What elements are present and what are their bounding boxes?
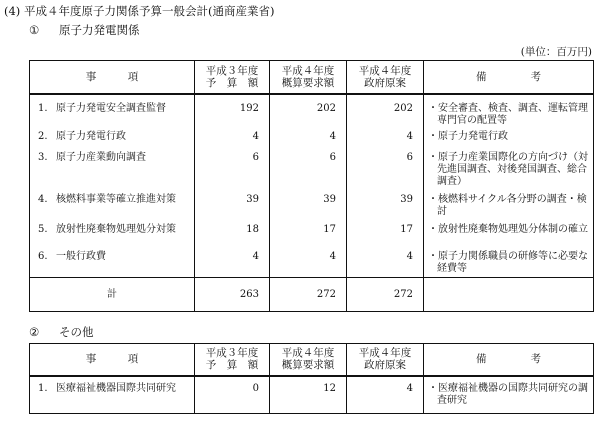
header-fy4-request: 平成４年度 概算要求額 <box>270 61 347 95</box>
fy4-request-value: 4 <box>270 129 347 149</box>
note-text: ・医療福祉機器の国際共同研究の調査研究 <box>428 382 588 406</box>
fy4-draft-value: 39 <box>347 190 424 220</box>
header-fy4-draft: 平成４年度 政府原案 <box>347 344 424 376</box>
budget-table-2 <box>29 343 594 414</box>
fy4-request-value: 12 <box>270 376 347 414</box>
item-index: 2. <box>38 131 48 143</box>
unit-label: (単位：百万円) <box>520 46 592 58</box>
header-item: 事 項 <box>30 61 195 95</box>
fy3-budget-value: 39 <box>195 190 270 220</box>
section-1-number: ① <box>29 23 40 37</box>
fy4-request-value: 202 <box>270 94 347 129</box>
note-text: ・原子力発電行政 <box>428 131 508 143</box>
notes-cell <box>424 376 594 414</box>
fy3-budget-value: 4 <box>195 129 270 149</box>
table-row <box>30 94 594 129</box>
document-title <box>4 3 274 19</box>
budget-table-1 <box>29 60 594 312</box>
item-name: 医療福祉機器国際共同研究 <box>56 382 176 394</box>
total-fy3-budget: 263 <box>195 278 270 312</box>
fy4-request-value: 39 <box>270 190 347 220</box>
header-notes: 備 考 <box>424 344 594 376</box>
notes-cell <box>424 150 594 190</box>
item-name: 原子力産業動向調査 <box>56 151 146 163</box>
notes-cell <box>424 220 594 248</box>
item-name-cell <box>30 129 195 149</box>
fy3-budget-value: 192 <box>195 94 270 129</box>
total-fy4-request: 272 <box>270 278 347 312</box>
table-row <box>30 247 594 277</box>
fy4-draft-value: 6 <box>347 150 424 190</box>
header-fy3-budget: 平成３年度 予 算 額 <box>195 344 270 376</box>
table-1-total-row <box>30 278 594 312</box>
title-text: 平成４年度原子力関係予算一般会計(通商産業省) <box>24 4 275 18</box>
notes-cell <box>424 129 594 149</box>
section-1-heading <box>29 22 140 38</box>
item-name: 一般行政費 <box>56 251 106 263</box>
section-2-heading <box>29 324 94 340</box>
fy4-request-value: 17 <box>270 220 347 248</box>
item-index: 5. <box>38 223 48 235</box>
header-fy4-request: 平成４年度 概算要求額 <box>270 344 347 376</box>
note-text: ・原子力関係職員の研修等に必要な経費等 <box>428 251 588 275</box>
header-notes: 備 考 <box>424 61 594 95</box>
item-name-cell <box>30 220 195 248</box>
total-label: 計 <box>30 278 195 312</box>
total-fy4-draft: 272 <box>347 278 424 312</box>
item-name-cell <box>30 150 195 190</box>
item-index: 3. <box>38 151 48 163</box>
fy4-draft-value: 4 <box>347 129 424 149</box>
item-name: 核燃料事業等確立推進対策 <box>56 193 176 205</box>
notes-cell <box>424 94 594 129</box>
fy4-request-value: 4 <box>270 247 347 277</box>
notes-cell <box>424 247 594 277</box>
item-name: 放射性廃棄物処理処分対策 <box>56 223 176 235</box>
item-index: 1. <box>38 103 48 115</box>
fy3-budget-value: 18 <box>195 220 270 248</box>
table-row <box>30 190 594 220</box>
header-item: 事 項 <box>30 344 195 376</box>
table-1-header-row <box>30 61 594 95</box>
fy4-draft-value: 4 <box>347 376 424 414</box>
item-index: 6. <box>38 251 48 263</box>
header-fy3-budget: 平成３年度 予 算 額 <box>195 61 270 95</box>
table-row <box>30 150 594 190</box>
notes-cell <box>424 190 594 220</box>
item-name-cell <box>30 94 195 129</box>
header-fy4-draft: 平成４年度 政府原案 <box>347 61 424 95</box>
item-name-cell <box>30 376 195 414</box>
table-row <box>30 129 594 149</box>
item-name-cell <box>30 190 195 220</box>
note-text: ・原子力産業国際化の方向づけ（対先進国調査、対後発国調査、総合調査） <box>428 151 588 187</box>
note-text: ・核燃料サイクル各分野の調査・検討 <box>428 193 587 217</box>
table-2-header-row <box>30 344 594 376</box>
fy3-budget-value: 4 <box>195 247 270 277</box>
item-name: 原子力発電安全調査監督 <box>56 103 166 115</box>
note-text: ・放射性廃棄物処理処分体制の確立 <box>428 223 588 235</box>
fy3-budget-value: 6 <box>195 150 270 190</box>
fy4-draft-value: 202 <box>347 94 424 129</box>
section-2-title: その他 <box>59 325 94 339</box>
fy4-request-value: 6 <box>270 150 347 190</box>
item-name: 原子力発電行政 <box>56 131 126 143</box>
total-notes <box>424 278 594 312</box>
item-index: 4. <box>38 193 48 205</box>
item-index: 1. <box>38 382 48 394</box>
note-text: ・安全審査、検査、調査、運転管理専門官の配置等 <box>428 103 588 127</box>
fy4-draft-value: 17 <box>347 220 424 248</box>
table-row <box>30 376 594 414</box>
section-2-number: ② <box>29 325 40 339</box>
section-1-title: 原子力発電関係 <box>59 23 140 37</box>
table-row <box>30 220 594 248</box>
fy3-budget-value: 0 <box>195 376 270 414</box>
item-name-cell <box>30 247 195 277</box>
fy4-draft-value: 4 <box>347 247 424 277</box>
title-number: (4) <box>4 4 21 18</box>
